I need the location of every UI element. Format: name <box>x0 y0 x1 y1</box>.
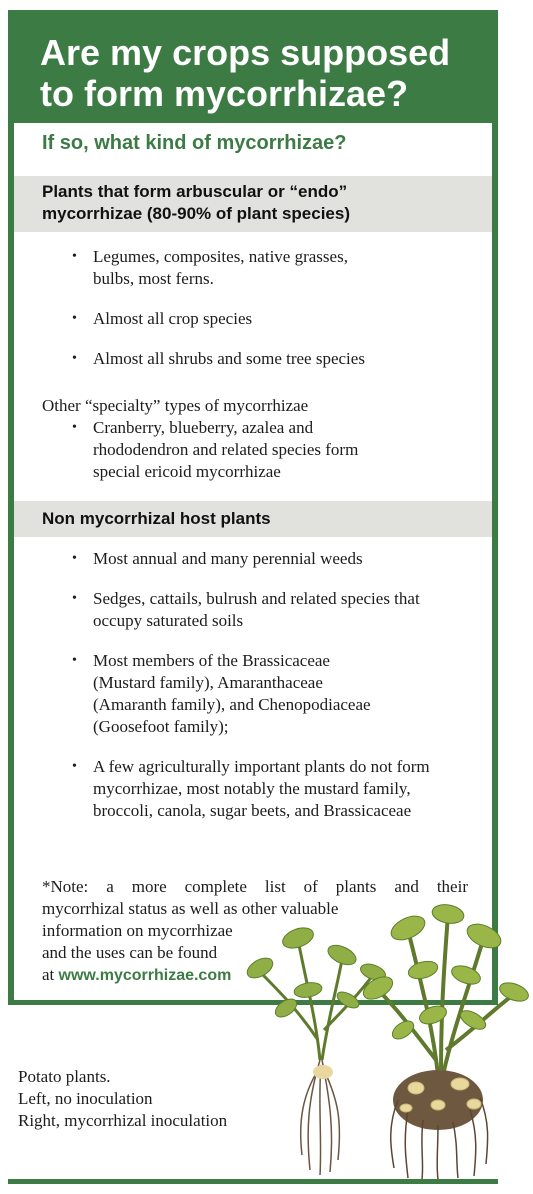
list-item: • Almost all shrubs and some tree species <box>72 348 472 370</box>
website-link[interactable]: www.mycorrhizae.com <box>58 967 232 984</box>
arbuscular-plant-list <box>72 246 472 388</box>
list-item: • Sedges, cattails, bulrush and related species that occupy saturated soils <box>72 588 472 632</box>
potato-plants-photo <box>238 900 533 1180</box>
footnote-line: and the uses can be found <box>42 943 218 962</box>
card-subtitle: If so, what kind of mycorrhizae? <box>42 132 347 154</box>
footnote-line: *Note: a more complete list of plants and their <box>42 877 468 896</box>
footnote-line: at www.mycorrhizae.com <box>42 965 232 984</box>
list-item: • A few agriculturally important plants do not form mycorrhizae, most notably the mustard family, broccoli, canola, sugar beets, and Brassicaceae <box>72 756 472 822</box>
section-heading-arbuscular <box>14 176 492 232</box>
card-title: Are my crops supposed to form mycorrhizae? <box>40 32 451 114</box>
section-heading-line: Plants that form arbuscular or “endo” <box>42 182 348 201</box>
bottom-divider <box>8 1179 498 1184</box>
footnote-line: mycorrhizal status as well as other valuable <box>42 899 339 918</box>
roots-right <box>391 1070 488 1179</box>
list-item: • Most annual and many perennial weeds <box>72 548 472 570</box>
list-item: • Cranberry, blueberry, azalea and rhododendron and related species form special ericoid mycorrhizae <box>72 417 472 483</box>
non-mycorrhizal-plant-list <box>72 548 472 840</box>
footnote-line: information on mycorrhizae <box>42 921 233 940</box>
list-item: • Most members of the Brassicaceae (Mustard family), Amaranthaceae (Amaranth family), and Chenopodiaceae (Goosefoot family); <box>72 650 472 738</box>
tuber-left <box>313 1065 333 1079</box>
caption-line: Left, no inoculation <box>18 1089 153 1108</box>
caption-line: Potato plants. <box>18 1067 111 1086</box>
caption-line: Right, mycorrhizal inoculation <box>18 1111 228 1130</box>
specialty-label: Other “specialty” types of mycorrhizae <box>42 396 309 415</box>
specialty-plant-list <box>72 417 472 483</box>
section-heading-non-mycorrhizal: Non mycorrhizal host plants <box>14 501 492 537</box>
list-item: • Almost all crop species <box>72 308 472 330</box>
list-item: • Legumes, composites, native grasses, bulbs, most ferns. <box>72 246 472 290</box>
photo-caption <box>18 1066 227 1132</box>
section-heading-line: mycorrhizae (80-90% of plant species) <box>42 204 351 223</box>
